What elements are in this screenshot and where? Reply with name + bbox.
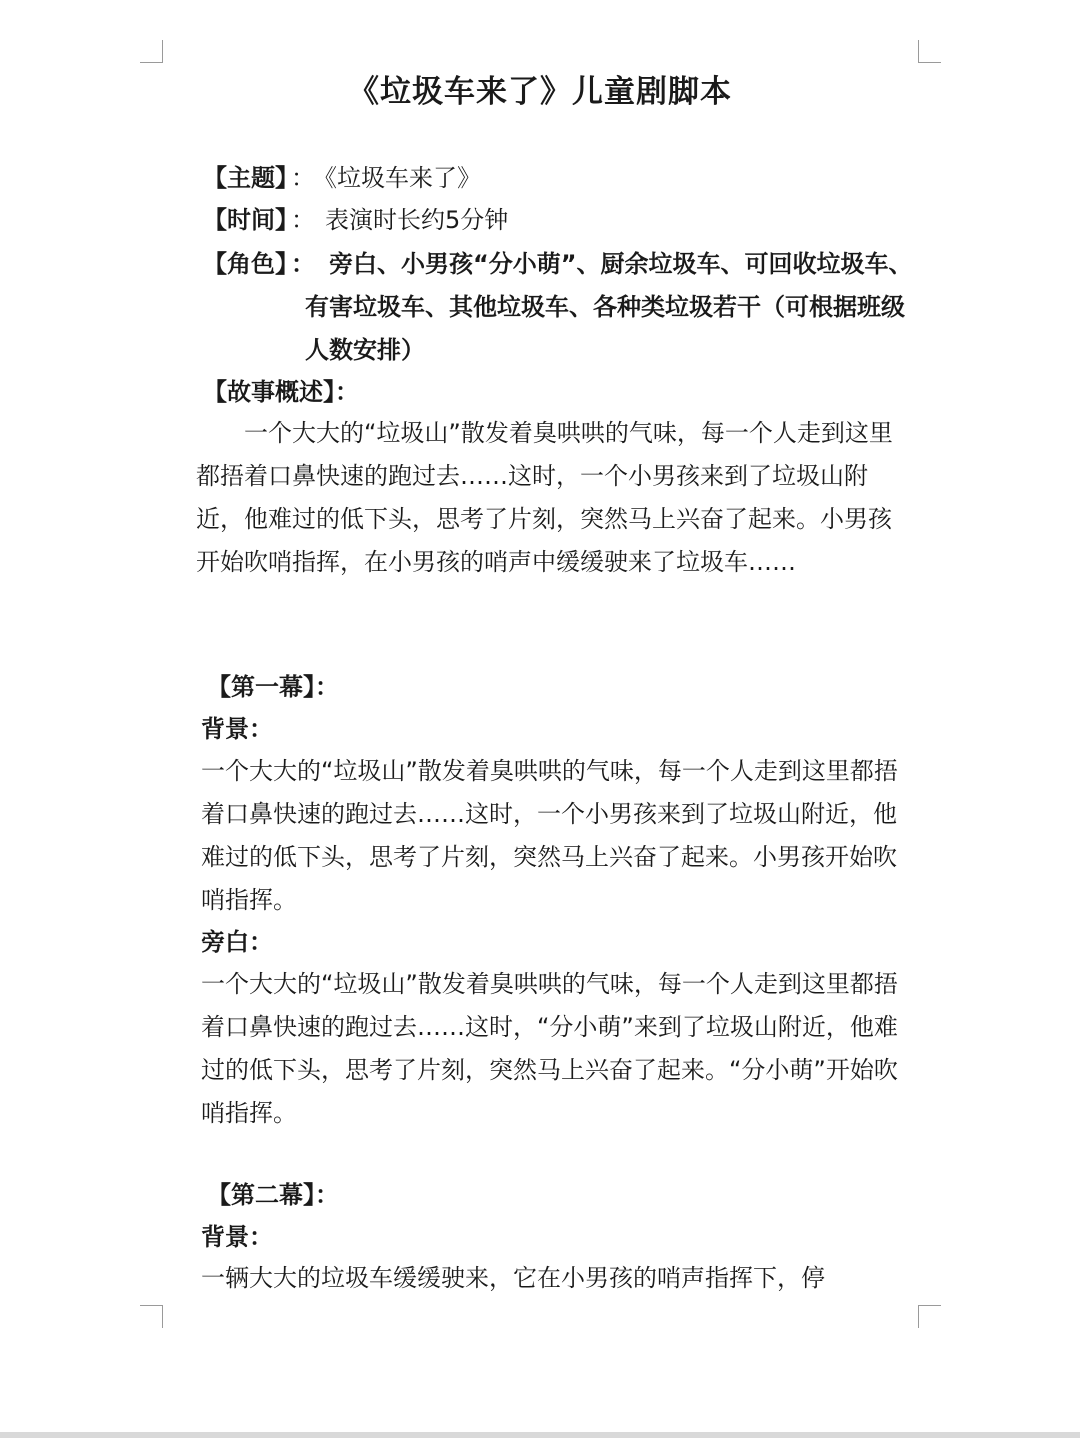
crop-mark-bottom-left (140, 1305, 163, 1328)
act2-background-text: 一辆大大的垃圾车缓缓驶来，它在小男孩的哨声指挥下，停 (201, 1264, 825, 1292)
roles-label: 【角色】 (203, 250, 287, 278)
crop-mark-bottom-right (918, 1305, 941, 1328)
document-title: 《垃圾车来了》儿童剧脚本 (348, 74, 732, 110)
crop-mark-top-right (918, 40, 941, 63)
meta-time (203, 205, 508, 235)
roles-separator: ： (291, 250, 315, 278)
time-label: 【时间】 (203, 206, 287, 234)
theme-value: 《垃圾车来了》 (325, 164, 481, 192)
act2-background-label: 背景： (201, 1223, 273, 1251)
summary-text: 一个大大的“垃圾山”散发着臭哄哄的气味，每一个人走到这里都捂着口鼻快速的跑过去……这时，一个小男孩来到了垃圾山附近，他难过的低下头，思考了片刻，突然马上兴奋了起来。小男孩开始吹哨指挥，在小男孩的哨声中缓缓驶来了垃圾车…… (196, 419, 893, 576)
act1-narrator-label: 旁白： (201, 928, 273, 956)
act1-narrator-text: 一个大大的“垃圾山”散发着臭哄哄的气味，每一个人走到这里都捂着口鼻快速的跑过去……这时，“分小萌”来到了垃圾山附近，他难过的低下头，思考了片刻，突然马上兴奋了起来。“分小萌”开始吹哨指挥。 (201, 970, 898, 1127)
time-value: 表演时长约5分钟 (325, 206, 509, 234)
summary-heading: 【故事概述】： (203, 378, 359, 406)
meta-theme (203, 163, 481, 193)
act1-heading: 【第一幕】： (207, 673, 339, 701)
time-separator: ： (291, 206, 315, 234)
act1-background-label: 背景： (201, 715, 273, 743)
meta-roles-label-line (203, 249, 315, 279)
act2-heading: 【第二幕】： (207, 1181, 339, 1209)
page-bottom-edge (0, 1432, 1080, 1438)
theme-label: 【主题】 (203, 164, 287, 192)
act1-background-text: 一个大大的“垃圾山”散发着臭哄哄的气味，每一个人走到这里都捂着口鼻快速的跑过去……这时，一个小男孩来到了垃圾山附近，他难过的低下头，思考了片刻，突然马上兴奋了起来。小男孩开始吹哨指挥。 (201, 757, 898, 914)
crop-mark-top-left (140, 40, 163, 63)
roles-value: 旁白、小男孩“分小萌”、厨余垃圾车、可回收垃圾车、有害垃圾车、其他垃圾车、各种类垃圾若干（可根据班级人数安排） (305, 250, 913, 364)
theme-separator: ： (291, 164, 315, 192)
